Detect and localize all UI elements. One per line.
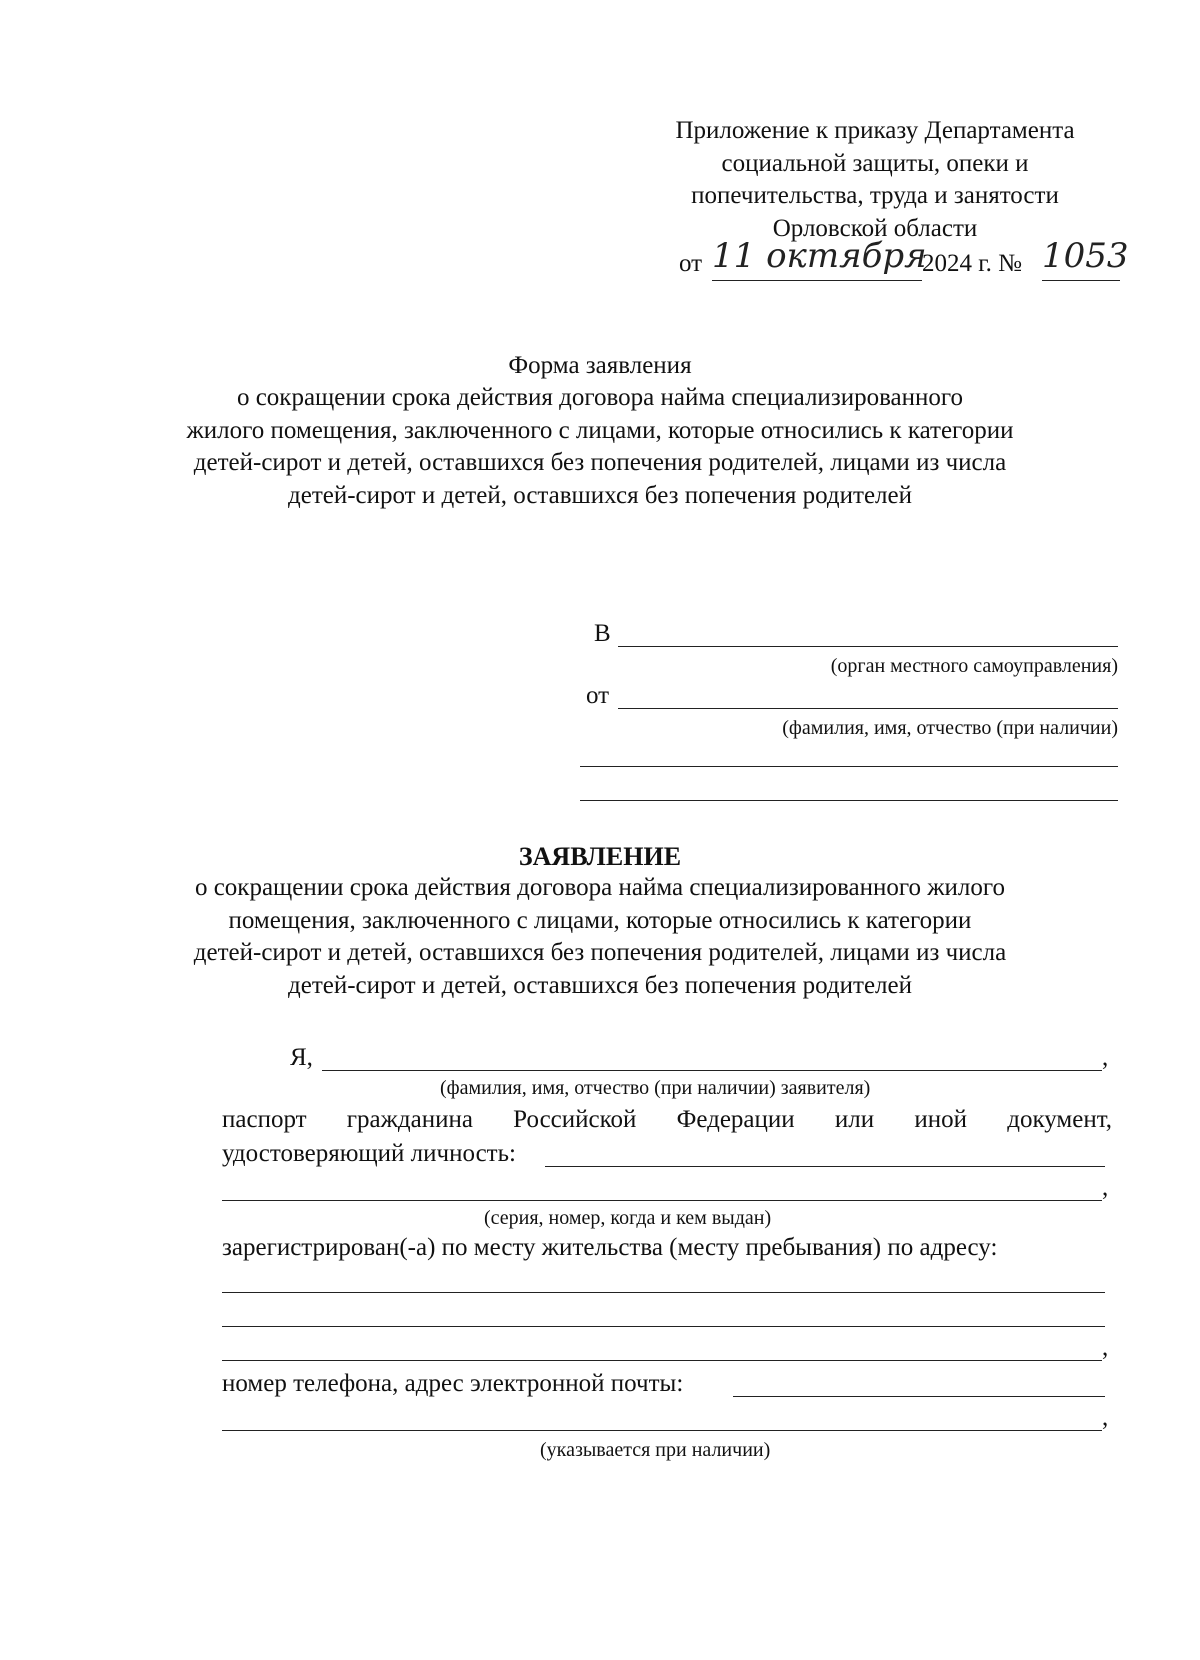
to-label: В	[594, 620, 611, 647]
to-caption: (орган местного самоуправления)	[830, 655, 1118, 677]
annex-year-number: 2024 г. №	[922, 250, 1023, 277]
contact-label: номер телефона, адрес электронной почты:	[222, 1370, 684, 1397]
address-line-2[interactable]	[222, 1326, 1105, 1327]
from-field-line[interactable]	[618, 708, 1118, 709]
from-field-line-2[interactable]	[580, 766, 1118, 767]
form-title-line-2: о сокращении срока действия договора найма специализированного	[236, 384, 964, 411]
statement-subtitle	[150, 872, 1050, 1002]
passport-caption: (серия, номер, когда и кем выдан)	[484, 1207, 772, 1229]
identity-label: удостоверяющий личность:	[222, 1140, 516, 1167]
statement-line-1: о сокращении срока действия договора найма специализированного жилого	[194, 874, 1006, 901]
applicant-name-caption: (фамилия, имя, отчество (при наличии) заявителя)	[440, 1077, 871, 1099]
annex-line-2: социальной защиты, опеки и	[721, 149, 1029, 177]
address-line-1[interactable]	[222, 1292, 1105, 1293]
annex-line-4: Орловской области	[772, 214, 978, 242]
date-underline	[712, 280, 922, 281]
statement-line-4: детей-сирот и детей, оставшихся без попечения родителей	[288, 971, 912, 999]
identity-field-line-2[interactable]	[222, 1200, 1102, 1201]
comma-2: ,	[1102, 1174, 1109, 1201]
passport-line: паспорт гражданина Российской Федерации или иной документ,	[222, 1106, 1112, 1133]
i-label: Я,	[290, 1044, 313, 1071]
contact-caption: (указывается при наличии)	[540, 1439, 771, 1461]
from-field-line-3[interactable]	[580, 800, 1118, 801]
annex-block	[640, 115, 1110, 245]
statement-heading: ЗАЯВЛЕНИЕ	[518, 842, 682, 871]
from-label: от	[586, 682, 610, 709]
identity-field-line[interactable]	[545, 1166, 1105, 1167]
form-title-line-3: жилого помещения, заключенного с лицами, которые относились к категории	[186, 416, 1014, 444]
form-title	[190, 350, 1010, 383]
form-title-line-5: детей-сирот и детей, оставшихся без попечения родителей	[288, 481, 912, 509]
annex-line-3: попечительства, труда и занятости	[691, 182, 1059, 209]
comma-4: ,	[1102, 1404, 1109, 1431]
handwritten-date: 11 октября	[712, 236, 927, 276]
to-field-line[interactable]	[618, 646, 1118, 647]
annex-from-label: от	[679, 250, 703, 277]
contact-field-line[interactable]	[733, 1396, 1105, 1397]
statement-line-2: помещения, заключенного с лицами, которые относились к категории	[228, 906, 972, 934]
contact-field-line-2[interactable]	[222, 1430, 1102, 1431]
form-title-line-4: детей-сирот и детей, оставшихся без попечения родителей, лицами из числа	[193, 449, 1007, 476]
handwritten-number: 1053	[1042, 236, 1129, 276]
address-line-3[interactable]	[222, 1360, 1102, 1361]
form-title-body	[150, 382, 1050, 512]
applicant-name-line[interactable]	[322, 1070, 1102, 1071]
number-underline	[1042, 280, 1120, 281]
form-title-line-1: Форма заявления	[508, 352, 692, 379]
statement-line-3: детей-сирот и детей, оставшихся без попечения родителей, лицами из числа	[193, 939, 1007, 966]
comma-3: ,	[1102, 1334, 1109, 1361]
registered-label: зарегистрирован(-а) по месту жительства (месту пребывания) по адресу:	[222, 1234, 998, 1261]
comma-1: ,	[1102, 1044, 1109, 1071]
from-caption: (фамилия, имя, отчество (при наличии)	[782, 717, 1118, 739]
annex-line-1: Приложение к приказу Департамента	[675, 117, 1075, 144]
